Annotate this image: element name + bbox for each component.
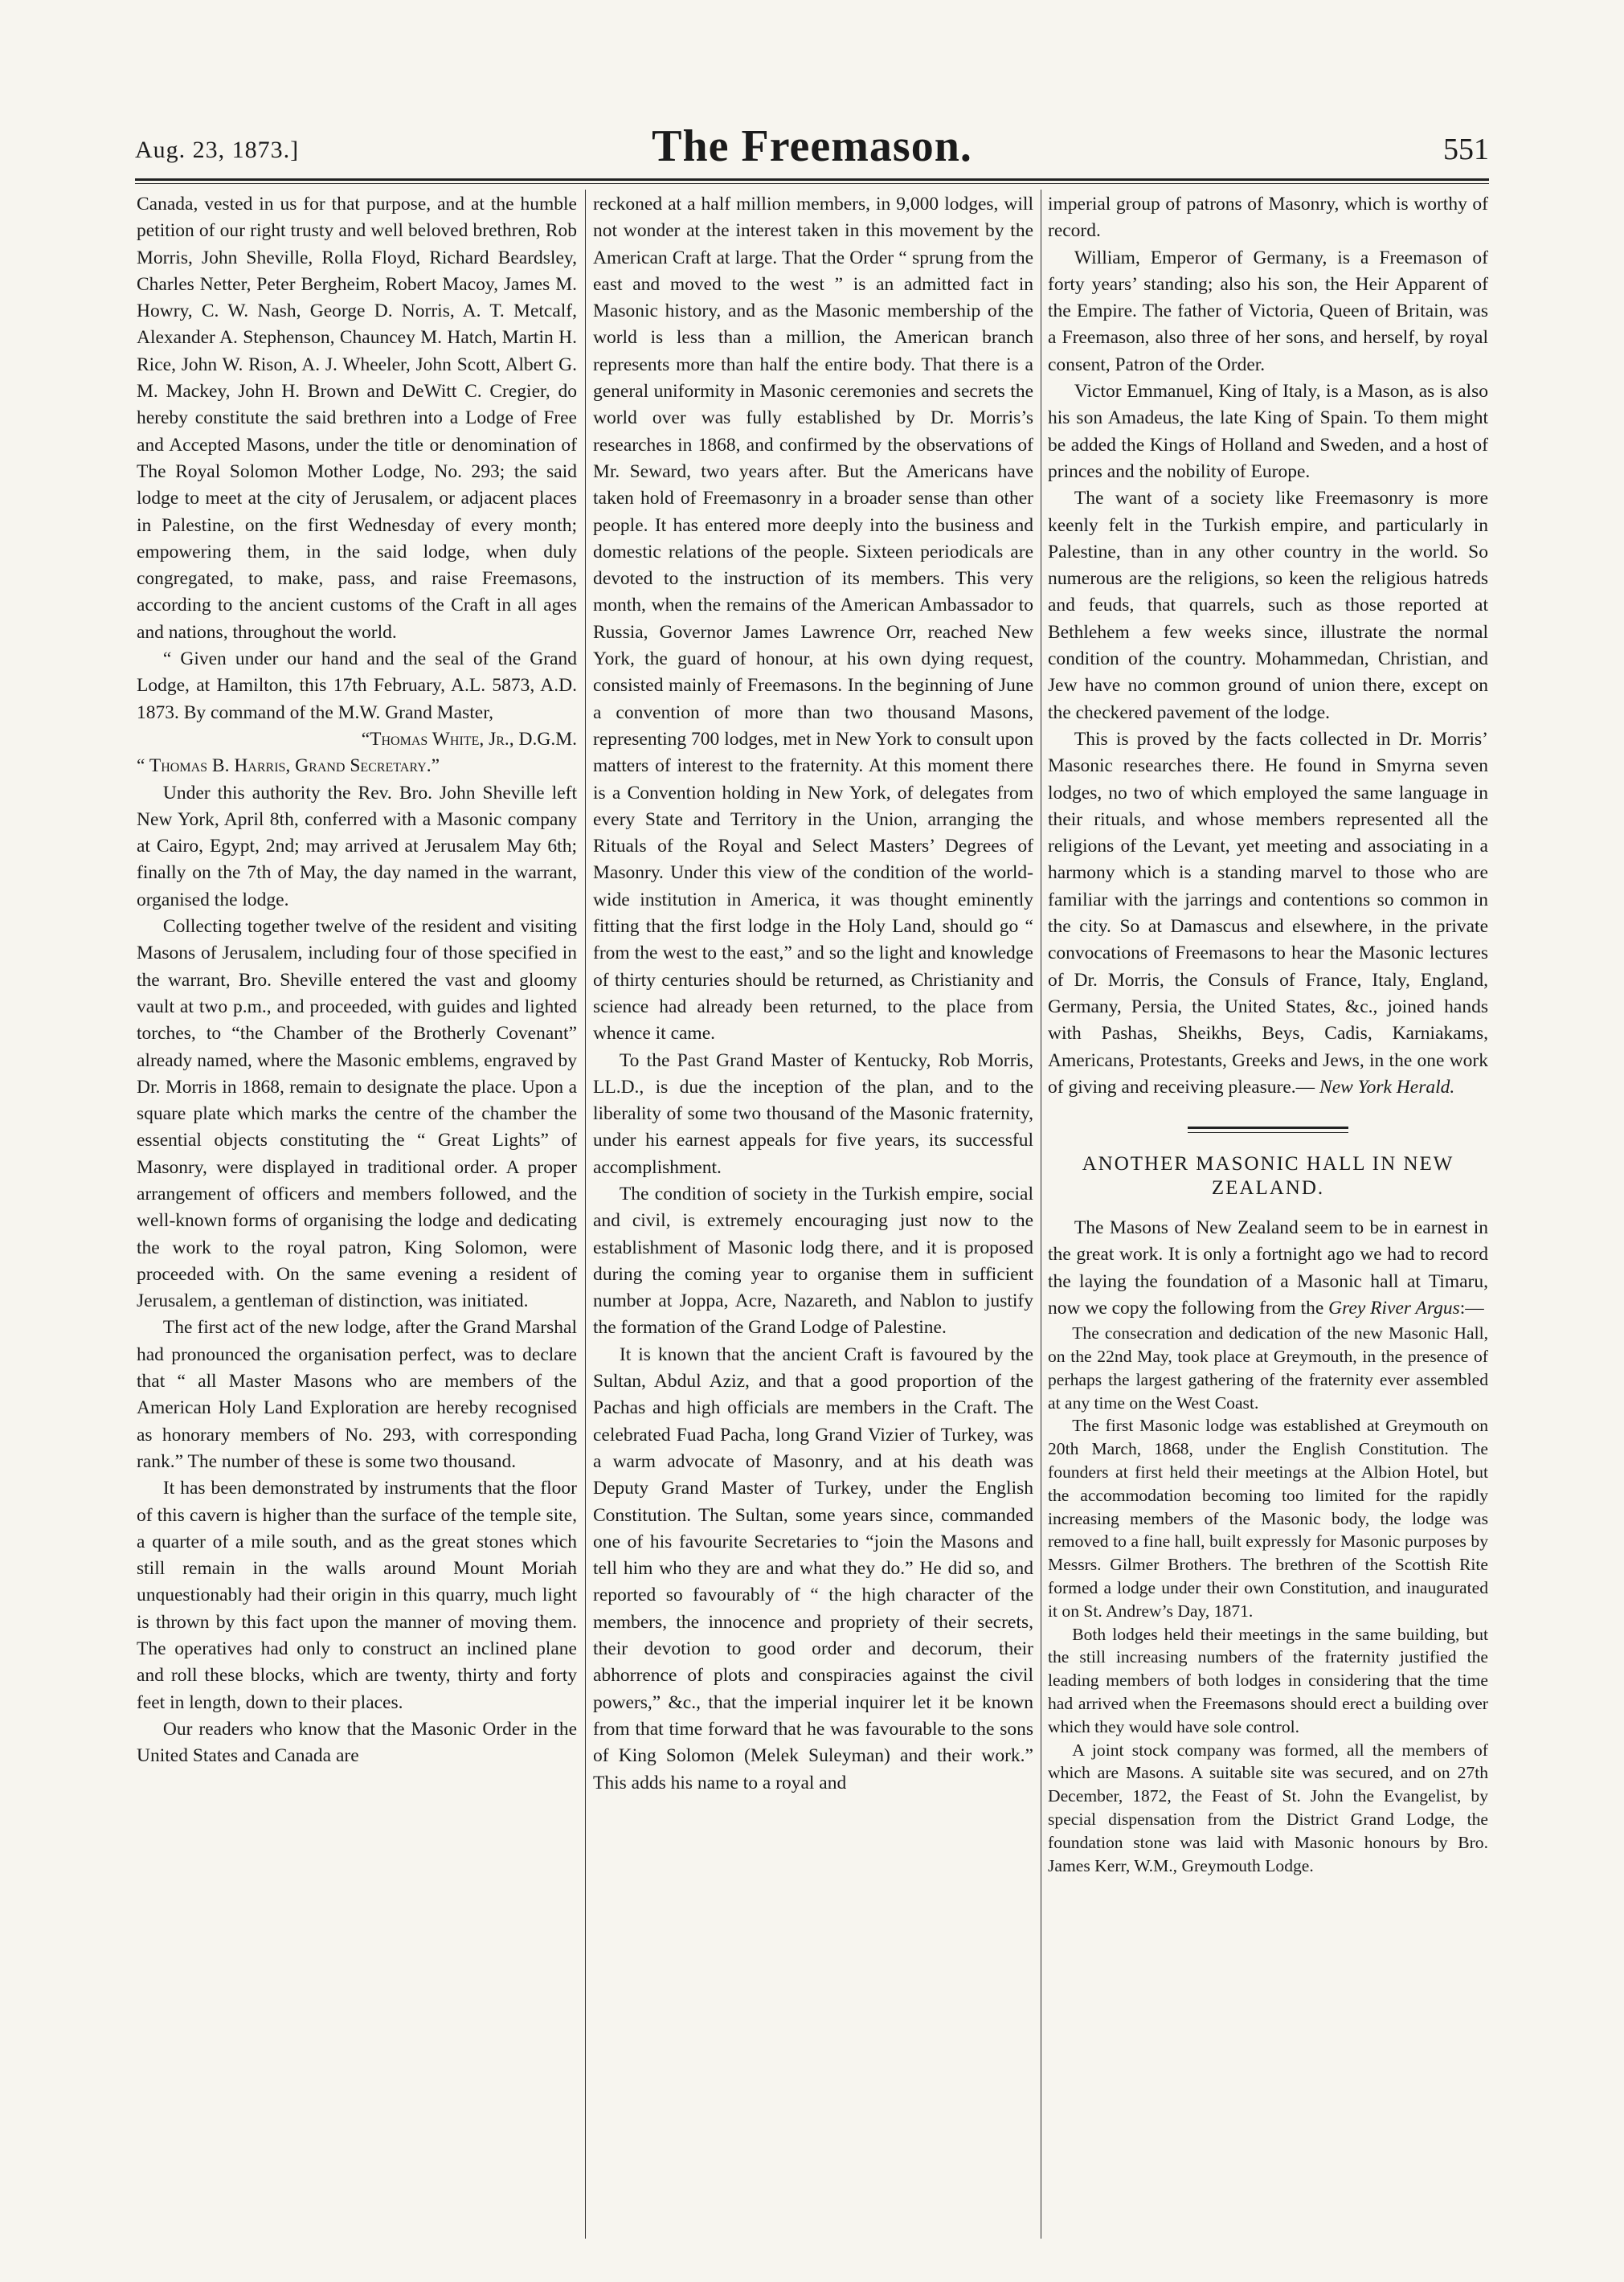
signature-line: “ Thomas B. Harris, Grand Secretary.”	[137, 755, 440, 777]
paragraph-text: The Masons of New Zealand seem to be in earnest in the great work. It is only a fortnight ago we had to record the laying the foundation of a Masonic hall at Timaru, now we copy the following from the	[1048, 1217, 1488, 1319]
signature-line: “Thomas White, Jr., D.G.M.	[361, 728, 577, 750]
paragraph: It has been demonstrated by instruments that the floor of this cavern is higher than the surface of the temple site, a quarter of a mile south, and as the great stones which still remain in the walls around Mount Moriah unquestionably had their origin in this quarry, much light is thrown by this fact upon the manner of moving them. The operatives had only to construct an inclined plane and roll these blocks, which are twenty, thirty and forty feet in length, down to their places.	[137, 1478, 577, 1713]
paragraph: Collecting together twelve of the resident and visiting Masons of Jerusalem, including four of those specified in the warrant, Bro. Sheville entered the vast and gloomy vault at two p.m., and proceeded, with guides and lighted torches, to “the Chamber of the Brotherly Covenant” already named, where the Masonic emblems, engraved by Dr. Morris in 1868, remain to designate the place. Upon a square plate which marks the centre of the chamber the essential objects constituting the “ Great Lights” of Masonry, were displayed in traditional order. A proper arrangement of officers and members followed, and the well-known forms of organising the lodge and dedicating the work to the royal patron, King Solomon, were proceeded with. On the same evening a resident of Jerusalem, a gentleman of distinction, was initiated.	[137, 916, 577, 1312]
paragraph: It is known that the ancient Craft is favoured by the Sultan, Abdul Aziz, and that a good proportion of the Pachas and high officials are members in the Craft. The celebrated Fuad Pacha, long Grand Vizier of Turkey, was a warm advocate of Masonry, and at his death was Deputy Grand Master of Turkey, under the English Constitution. The Sultan, some years since, commanded one of his favourite Secretaries to “join the Masons and tell him who they are and what they do.” He did so, and reported so favourably of “ the high character of the members, the innocence and propriety of their secrets, their devotion to good order and decorum, their abhorrence of plots and conspiracies against the civil powers,” &c., that the imperial inquirer let it be known from that time forward that he was favourable to the sons of King Solomon (Melek Suleyman) and their work.” This adds his name to a royal and	[593, 1343, 1033, 1793]
paragraph: The condition of society in the Turkish empire, social and civil, is extremely encouraging just now to the establishment of Masonic lodg there, and it is proposed during the coming year to organise them in sufficient number at Joppa, Acre, Nazareth, and Nablon to justify the formation of the Grand Lodge of Palestine.	[593, 1183, 1033, 1339]
source-citation: New York Herald.	[1319, 1076, 1455, 1098]
masthead-rule	[135, 178, 1489, 181]
paragraph: Under this authority the Rev. Bro. John Sheville left New York, April 8th, conferred with a Masonic company at Cairo, Egypt, 2nd; may arrived at Jerusalem May 6th; finally on the 7th of May, the day named in the warrant, organised the lodge.	[137, 782, 577, 910]
paragraph: Both lodges held their meetings in the same building, but the still increasing numbers of the fraternity justified the leading members of both lodges in considering that the time had arrived when the Freemasons should erect a building over which they would have sole control.	[1048, 1624, 1488, 1736]
paragraph: imperial group of patrons of Masonry, which is worthy of record.	[1048, 194, 1488, 242]
small-print-block	[1048, 1322, 1488, 1877]
paragraph: The first act of the new lodge, after the Grand Marshal had pronounced the organisation perfect, was to declare that “ all Master Masons who are members of the American Holy Land Exploration are hereby recognised as honorary members of No. 293, with corresponding rank.” The number of these is some two thousand.	[137, 1317, 577, 1472]
section-divider	[1188, 1127, 1348, 1133]
paragraph: To the Past Grand Master of Kentucky, Rob Morris, LL.D., is due the inception of the plan, and to the liberality of some two thousand of the Masonic fraternity, under his earnest appeals for five years, its successful accomplishment.	[593, 1049, 1033, 1178]
paragraph: Our readers who know that the Masonic Order in the United States and Canada are	[137, 1718, 577, 1767]
paragraph: The want of a society like Freemasonry is more keenly felt in the Turkish empire, and particularly in Palestine, than in any other country in the world. So numerous are the religions, so keen the religious hatreds and feuds, that quarrels, such as those reported at Bethlehem a few weeks since, illustrate the normal condition of the country. Mohammedan, Christian, and Jew have no common ground of union there, except on the checkered pavement of the lodge.	[1048, 488, 1488, 723]
column-divider-1	[585, 190, 586, 2239]
paragraph: “ Given under our hand and the seal of the Grand Lodge, at Hamilton, this 17th February, A.L. 5873, A.D. 1873. By command of the M.W. Grand Master,	[137, 648, 577, 723]
paragraph: Victor Emmanuel, King of Italy, is a Mason, as is also his son Amadeus, the late King of Spain. To them might be added the Kings of Holland and Sweden, and a host of princes and the nobility of Europe.	[1048, 381, 1488, 482]
punctuation: :—	[1459, 1297, 1484, 1319]
paragraph: A joint stock company was formed, all the members of which are Masons. A suitable site was secured, and on 27th December, 1872, the Feast of St. John the Evangelist, by special dispensation from the District Grand Lodge, the foundation stone was laid with Masonic honours by Bro. James Kerr, W.M., Greymouth Lodge.	[1048, 1740, 1488, 1875]
paragraph: William, Emperor of Germany, is a Freemason of forty years’ standing; also his son, the Heir Apparent of the Empire. The father of Victoria, Queen of Britain, was a Freemason, also three of her sons, and herself, by royal consent, Patron of the Order.	[1048, 247, 1488, 375]
masthead	[135, 121, 1489, 177]
paragraph: The consecration and dedication of the new Masonic Hall, on the 22nd May, took place at Greymouth, in the presence of perhaps the largest gathering of the fraternity ever assembled at any time on the West Coast.	[1048, 1323, 1488, 1413]
page-number: 551	[1443, 133, 1489, 166]
source-citation: Grey River Argus	[1328, 1297, 1460, 1319]
newspaper-title: The Freemason.	[652, 121, 972, 171]
column-2	[593, 191, 1033, 2236]
paragraph	[1048, 726, 1488, 1101]
masthead-rule-thin	[135, 183, 1489, 184]
paragraph-text: This is proved by the facts collected in Dr. Morris’ Masonic researches there. He found in Smyrna seven lodges, no two of which employed the same language in their rituals, and whose members represented all the religions of the Levant, yet meeting and associating in a harmony which is a standing marvel to those who are familiar with the jarrings and contentions so common in the city. So at Damascus and elsewhere, in the private convocations of Freemasons to hear the Masonic lectures of Dr. Morris, the Consuls of France, Italy, England, Germany, Persia, the United States, &c., joined hands with Pashas, Sheikhs, Beys, Cadis, Karniakams, Americans, Protestants, Greeks and Jews, in the one work of giving and receiving pleasure.—	[1048, 728, 1488, 1098]
paragraph: Canada, vested in us for that purpose, and at the humble petition of our right trusty and well beloved brethren, Rob Morris, John Sheville, Rolla Floyd, Richard Beardsley, Charles Netter, Peter Bergheim, Robert Macoy, James M. Howry, C. W. Nash, George D. Norris, A. T. Metcalf, Alexander A. Stephenson, Chauncey M. Hatch, Martin H. Rice, John W. Rison, A. J. Wheeler, John Scott, Albert G. M. Mackey, John H. Brown and DeWitt C. Cregier, do hereby constitute the said brethren into a Lodge of Free and Accepted Masons, under the title or denomination of The Royal Solomon Mother Lodge, No. 293; the said lodge to meet at the city of Jerusalem, or adjacent places in Palestine, on the first Wednesday of every month; empowering them, in the said lodge, when duly congregated, to make, pass, and raise Freemasons, according to the ancient customs of the Craft in all ages and nations, throughout the world.	[137, 194, 577, 643]
column-1	[137, 191, 577, 2236]
column-3	[1048, 191, 1488, 2236]
issue-date: Aug. 23, 1873.]	[135, 137, 300, 163]
paragraph: reckoned at a half million members, in 9,000 lodges, will not wonder at the interest taken in this movement by the American Craft at large. That the Order “ sprung from the east and moved to the west ” is an admitted fact in Masonic history, and as the Masonic membership of the world is less than a million, the American branch represents more than half the entire body. That there is a general uniformity in Masonic ceremonies and secrets the world over was fully established by Dr. Morris’s researches in 1868, and confirmed by the observations of Mr. Seward, two years after. But the Americans have taken hold of Freemasonry in a broader sense than other people. It has entered more deeply into the business and domestic relations of the people. Sixteen periodicals are devoted to the instruction of its members. This very month, when the remains of the American Ambassador to Russia, Governor James Lawrence Orr, reached New York, the guard of honour, at his own dying request, consisted mainly of Freemasons. In the beginning of June a convention of more than two thousand Masons, representing 700 lodges, met in New York to consult upon matters of interest to the fraternity. At this moment there is a Convention holding in New York, of delegates from every State and Territory in the Union, arranging the Rituals of the Royal and Select Masters’ Degrees of Masonry. Under this view of the condition of the world-wide institution in America, it was thought eminently fitting that the first lodge in the Holy Land, should go “ from the west to the east,” and so the light and knowledge of thirty centuries should be returned, as Christianity and science had already been returned, to the place from whence it came.	[593, 194, 1033, 1045]
paragraph	[1048, 1215, 1488, 1322]
paragraph: The first Masonic lodge was established at Greymouth on 20th March, 1868, under the English Constitution. The founders at first held their meetings at the Albion Hotel, but the accommodation becoming too limited for the rapidly increasing members of the Masonic body, the lodge was removed to a fine hall, built expressly for Masonic purposes by Messrs. Gilmer Brothers. The brethren of the Scottish Rite formed a lodge under their own Constitution, and inaugurated it on St. Andrew’s Day, 1871.	[1048, 1416, 1488, 1621]
article-headline: ANOTHER MASONIC HALL IN NEW ZEALAND.	[1082, 1153, 1454, 1200]
